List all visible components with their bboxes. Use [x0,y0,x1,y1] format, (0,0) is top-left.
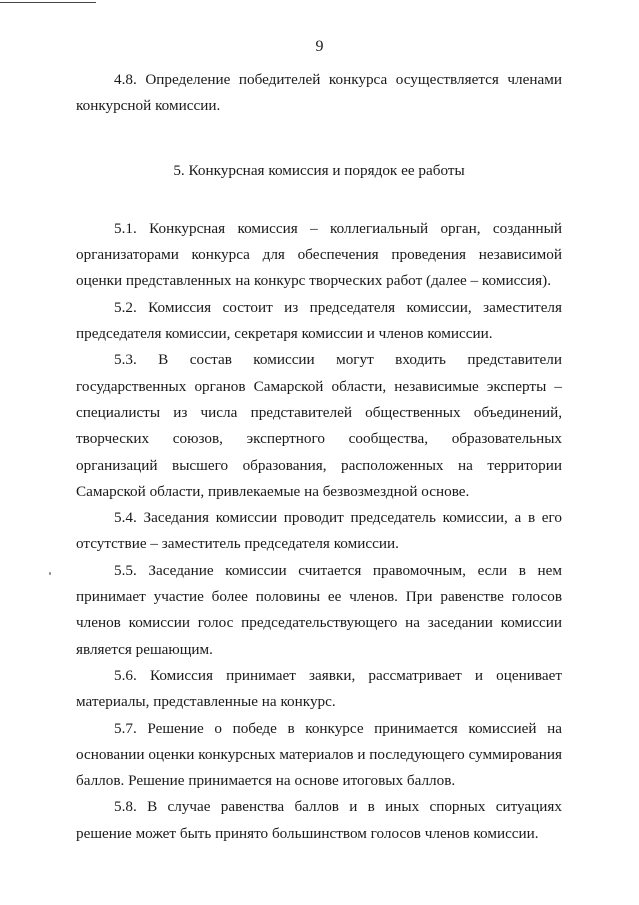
paragraph-4-8: 4.8. Определение победителей конкурса осуществляется членами конкурсной комиссии. [76,71,562,115]
paragraph-5-7: 5.7. Решение о победе в конкурсе принимается комиссией на основании оценки конкурсных материалов и последующего суммирования баллов. Решение принимается на основе итоговых баллов. [76,719,562,790]
paragraph-5-3: 5.3. В состав комиссии могут входить представители государственных органов Самарской области, независимые эксперты – специалисты из числа представителей общественных объединений, творческих союзов, экспертного сообщества, образовательных организаций высшего образования, расположенных на территории Самарской области, привлекаемые на безвозмездной основе. [76,351,562,500]
paragraph-5-5: 5.5. Заседание комиссии считается правомочным, если в нем принимает участие более половины ее членов. При равенстве голосов членов комиссии голос председательствующего на заседании комиссии является решающим. [76,561,562,658]
scan-speck [49,572,51,575]
paragraph-5-8: 5.8. В случае равенства баллов и в иных спорных ситуациях решение может быть принято большинством голосов членов комиссии. [76,798,562,842]
page-number: 9 [315,38,324,55]
section-heading: 5. Конкурсная комиссия и порядок ее работы [173,161,465,179]
document-body [76,67,562,847]
paragraph-5-2: 5.2. Комиссия состоит из председателя комиссии, заместителя председателя комиссии, секретаря комиссии и членов комиссии. [76,298,562,343]
paragraph-5-1: 5.1. Конкурсная комиссия – коллегиальный орган, созданный организаторами конкурса для обеспечения проведения независимой оценки представленных на конкурс творческих работ (далее – комиссия). [76,219,562,290]
paragraph-5-6: 5.6. Комиссия принимает заявки, рассматривает и оценивает материалы, представленные на конкурс. [76,666,562,711]
paragraph-5-4: 5.4. Заседания комиссии проводит председатель комиссии, а в его отсутствие – заместитель председателя комиссии. [76,509,562,553]
top-edge-line [0,2,96,3]
